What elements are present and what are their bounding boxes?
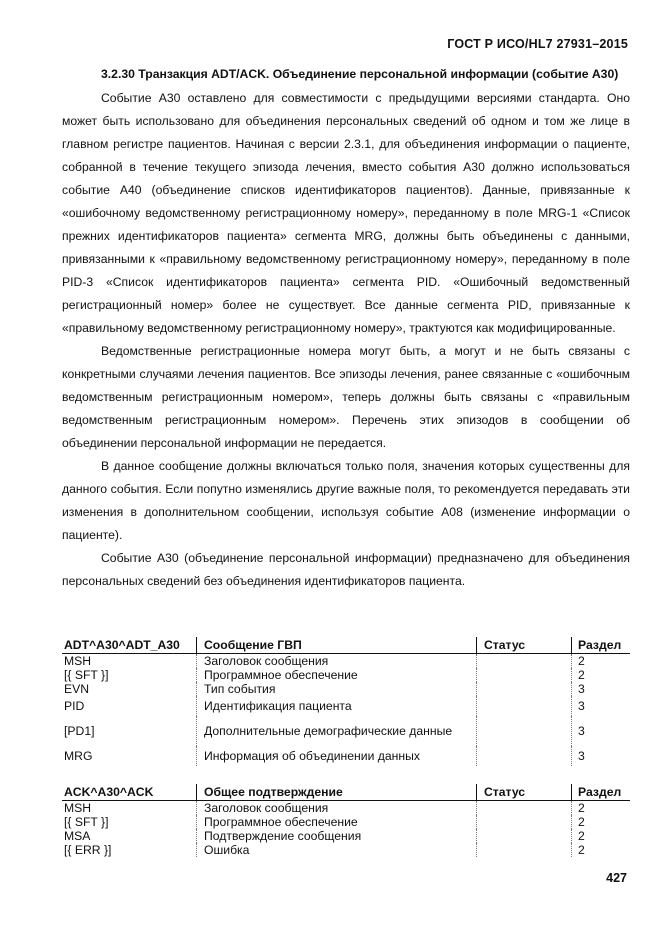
segment-description: Ошибка xyxy=(197,843,477,857)
ack-a30-message-table xyxy=(62,784,630,857)
segment-description: Программное обеспечение xyxy=(197,668,477,682)
segment-section: 2 xyxy=(578,829,585,843)
segment-status xyxy=(477,668,572,682)
table-header-row xyxy=(62,637,630,654)
document-header: ГОСТ Р ИСО/HL7 27931–2015 xyxy=(447,37,628,51)
table-row xyxy=(62,829,630,843)
segment-section: 2 xyxy=(578,815,585,829)
segment-section: 2 xyxy=(578,843,585,857)
segment-section: 3 xyxy=(578,682,585,696)
column-header-message: ADT^A30^ADT_A30 xyxy=(62,637,197,654)
segment-description: Подтверждение сообщения xyxy=(197,829,477,843)
segment-section: 2 xyxy=(578,668,585,682)
table-row xyxy=(62,843,630,857)
segment-code: MRG xyxy=(62,746,197,766)
column-header-status: Статус xyxy=(477,784,572,801)
page-number: 427 xyxy=(606,871,627,885)
segment-status xyxy=(477,696,572,716)
table-row xyxy=(62,801,630,816)
segment-description: Заголовок сообщения xyxy=(197,654,477,669)
table-row xyxy=(62,696,630,716)
segment-code: [PD1] xyxy=(62,716,197,746)
segment-code: [{ SFT }] xyxy=(62,668,197,682)
segment-status xyxy=(477,682,572,696)
paragraph-2: Ведомственные регистрационные номера могут быть, а могут и не быть связаны с конкретными случаями лечения пациентов. Все эпизоды лечения, ранее связанные с «ошибочным ведомственным регистрационным номером», теперь должны быть связаны с «правильным ведомственным регистрационным номером». Перечень этих эпизодов в сообщении об объединении персональной информации не передается. xyxy=(62,344,630,450)
segment-status xyxy=(477,843,572,857)
segment-code: [{ ERR }] xyxy=(62,843,197,857)
segment-section: 3 xyxy=(578,749,585,763)
table-row xyxy=(62,668,630,682)
column-header-description: Общее подтверждение xyxy=(197,784,477,801)
segment-section: 2 xyxy=(578,654,585,668)
section-heading: 3.2.30 Транзакция ADT/ACK. Объединение персональной информации (событие A30) xyxy=(101,67,619,81)
paragraph-3: В данное сообщение должны включаться только поля, значения которых существенны для данного события. Если попутно изменялись другие важные поля, то рекомендуется передавать эти изменения в дополнительном сообщении, используя событие A08 (изменение информации о пациенте). xyxy=(62,459,630,542)
segment-code: MSH xyxy=(62,801,197,816)
table-row xyxy=(62,815,630,829)
segment-description: Тип события xyxy=(197,682,477,696)
column-header-description: Сообщение ГВП xyxy=(197,637,477,654)
column-header-section: Раздел xyxy=(572,784,631,801)
table-row xyxy=(62,746,630,766)
segment-code: MSH xyxy=(62,654,197,669)
segment-description: Идентификация пациента xyxy=(197,696,477,716)
table-row xyxy=(62,716,630,746)
segment-status xyxy=(477,815,572,829)
table-header-row xyxy=(62,784,630,801)
segment-section: 3 xyxy=(578,724,585,738)
segment-status xyxy=(477,716,572,746)
section-content xyxy=(62,64,630,593)
segment-status xyxy=(477,801,572,816)
segment-description: Программное обеспечение xyxy=(197,815,477,829)
adt-a30-message-table xyxy=(62,637,630,766)
table-row xyxy=(62,682,630,696)
table-row xyxy=(62,654,630,669)
segment-code: EVN xyxy=(62,682,197,696)
paragraph-4: Событие A30 (объединение персональной информации) предназначено для объединения персональных сведений без объединения идентификаторов пациента. xyxy=(62,551,630,588)
column-header-status: Статус xyxy=(477,637,572,654)
segment-code: MSA xyxy=(62,829,197,843)
segment-description: Заголовок сообщения xyxy=(197,801,477,816)
segment-code: PID xyxy=(62,696,197,716)
segment-description: Информация об объединении данных xyxy=(197,746,477,766)
segment-status xyxy=(477,654,572,669)
paragraph-1: Событие A30 оставлено для совместимости с предыдущими версиями стандарта. Оно может быть использовано для объединения персональных сведений об одном и том же лице в главном регистре пациентов. Начиная с версии 2.3.1, для объединения информации о пациенте, собранной в течение текущего эпизода лечения, вместо события A30 должно использоваться событие A40 (объединение списков идентификаторов пациентов). Данные, привязанные к «ошибочному ведомственному регистрационному номеру», переданному в поле MRG-1 «Список прежних идентификаторов пациента» сегмента MRG, должны быть объединены с данными, привязанными к «правильному ведомственному регистрационному номеру», переданному в поле PID-3 «Список идентификаторов пациента» сегмента PID. «Ошибочный ведомственный регистрационный номер» более не существует. Все данные сегмента PID, привязанные к «правильному ведомственному регистрационному номеру», трактуются как модифицированные. xyxy=(62,91,630,335)
segment-section: 3 xyxy=(578,699,585,713)
segment-status xyxy=(477,746,572,766)
segment-status xyxy=(477,829,572,843)
segment-section: 2 xyxy=(578,801,585,815)
column-header-section: Раздел xyxy=(572,637,631,654)
segment-description: Дополнительные демографические данные xyxy=(197,716,477,746)
segment-code: [{ SFT }] xyxy=(62,815,197,829)
column-header-message: ACK^A30^ACK xyxy=(62,784,197,801)
